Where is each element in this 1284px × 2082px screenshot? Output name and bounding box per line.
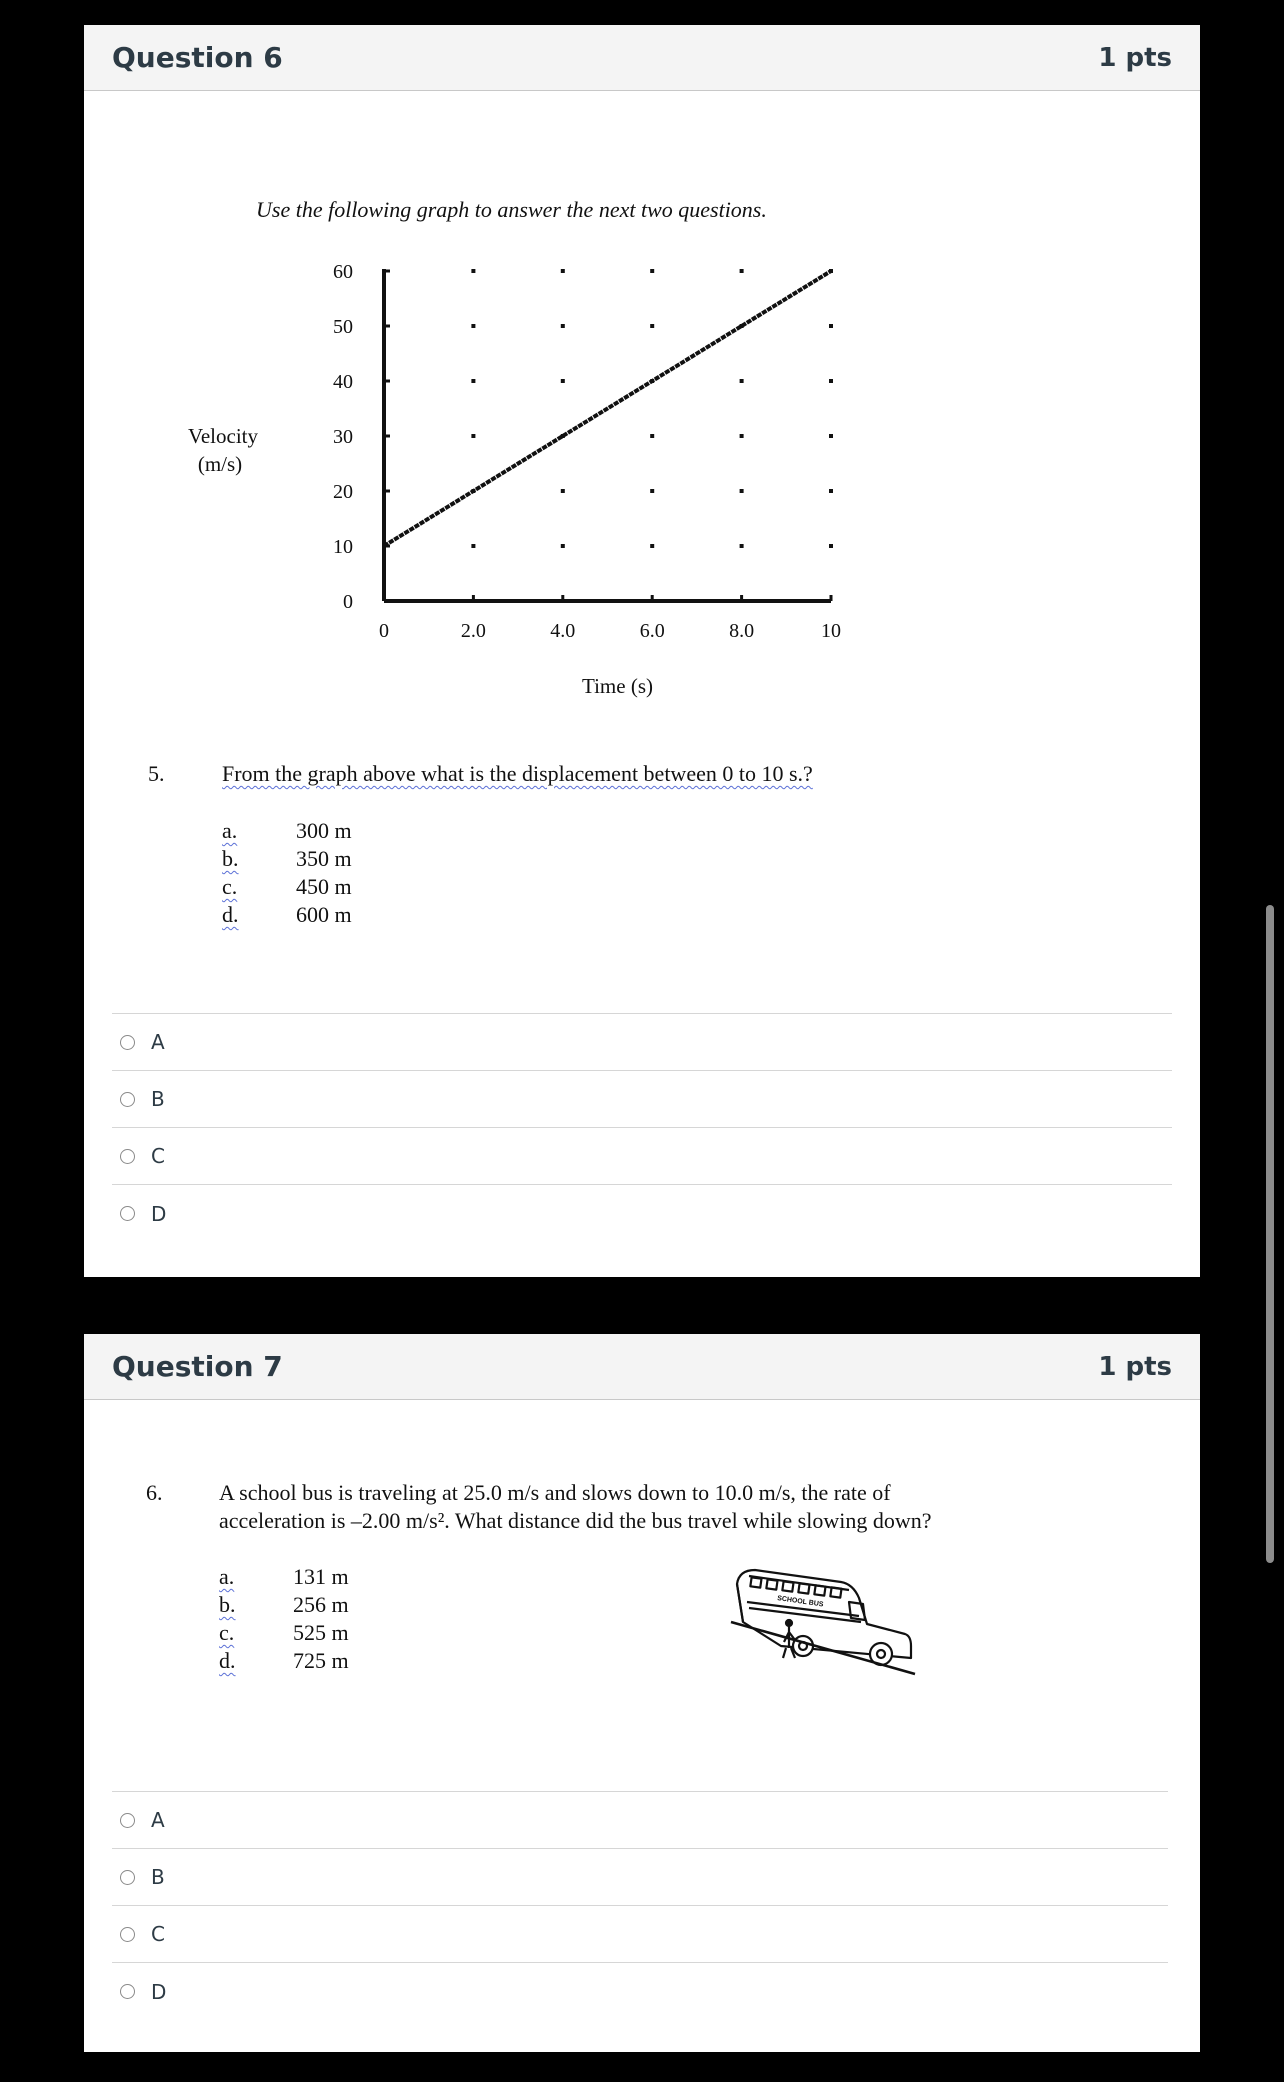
- choice-text: 525 m: [293, 1620, 349, 1645]
- answer-label: A: [151, 1030, 165, 1054]
- radio-button[interactable]: [120, 1813, 135, 1828]
- grid-dot: [561, 544, 565, 548]
- x-tick-label: 10: [821, 620, 841, 642]
- y-tick-label: 50: [333, 316, 353, 338]
- choice-letter: a.: [222, 818, 238, 843]
- x-tick-label: 4.0: [550, 620, 576, 642]
- answer-label: D: [151, 1979, 167, 2004]
- answer-option-a[interactable]: [112, 1792, 1168, 1849]
- question-prompt-text: From the graph above what is the displacement between 0 to 10 s.?: [222, 761, 813, 786]
- question-title: Question 6: [112, 41, 283, 74]
- choice-c: [222, 874, 352, 900]
- radio-button[interactable]: [120, 1984, 135, 1999]
- radio-button[interactable]: [120, 1035, 135, 1050]
- answer-option-a[interactable]: [112, 1014, 1172, 1071]
- grid-dot: [561, 324, 565, 328]
- grid-dot: [561, 489, 565, 493]
- choice-letter: b.: [219, 1592, 236, 1617]
- grid-dot: [740, 269, 744, 273]
- choice-letter: d.: [219, 1648, 236, 1673]
- grid-dot: [829, 379, 833, 383]
- choice-c: [219, 1620, 349, 1646]
- radio-button[interactable]: [120, 1206, 135, 1221]
- grid-dot: [471, 324, 475, 328]
- grid-dot: [740, 434, 744, 438]
- radio-button[interactable]: [120, 1927, 135, 1942]
- choice-letter: b.: [222, 846, 239, 871]
- grid-dot: [740, 544, 744, 548]
- y-tick-label: 10: [333, 536, 353, 558]
- y-tick-label: 30: [333, 426, 353, 448]
- question-6-card: [84, 25, 1200, 1277]
- radio-button[interactable]: [120, 1149, 135, 1164]
- answer-label: B: [151, 1865, 165, 1889]
- grid-dot: [829, 489, 833, 493]
- answer-option-c[interactable]: [112, 1128, 1172, 1185]
- answer-list: [112, 1791, 1168, 2020]
- question-points: 1 pts: [1098, 1351, 1172, 1382]
- school-bus-illustration: [729, 1562, 919, 1692]
- question-number: 5.: [148, 761, 165, 786]
- page-scrollbar[interactable]: [1266, 905, 1274, 1563]
- choice-text: 450 m: [296, 874, 352, 899]
- question-7-header: [84, 1334, 1200, 1400]
- grid-dot: [650, 269, 654, 273]
- question-number: 6.: [146, 1480, 163, 1505]
- choice-d: [222, 902, 352, 928]
- grid-dot: [740, 489, 744, 493]
- grid-dot: [829, 434, 833, 438]
- choice-b: [219, 1592, 349, 1618]
- velocity-time-chart: [84, 25, 1200, 765]
- question-prompt: [222, 761, 813, 787]
- answer-option-d[interactable]: [112, 1963, 1168, 2020]
- grid-dot: [561, 269, 565, 273]
- choice-letter: c.: [222, 874, 238, 899]
- answer-label: C: [151, 1144, 165, 1168]
- choice-text: 300 m: [296, 818, 352, 843]
- grid-dot: [829, 544, 833, 548]
- question-prompt-line-1: A school bus is traveling at 25.0 m/s and slows down to 10.0 m/s, the rate of: [219, 1480, 891, 1505]
- choice-letter: a.: [219, 1564, 235, 1589]
- choice-text: 350 m: [296, 846, 352, 871]
- choice-letter: c.: [219, 1620, 235, 1645]
- answer-option-b[interactable]: [112, 1849, 1168, 1906]
- grid-dot: [561, 379, 565, 383]
- choice-b: [222, 846, 352, 872]
- grid-dot: [471, 434, 475, 438]
- choice-a: [222, 818, 352, 844]
- y-axis-label-line-2: (m/s): [197, 452, 243, 476]
- x-tick-label: 6.0: [639, 620, 665, 642]
- x-tick-label: 8.0: [729, 620, 755, 642]
- grid-dot: [650, 489, 654, 493]
- y-tick-label: 0: [343, 591, 353, 613]
- grid-dot: [650, 434, 654, 438]
- answer-option-c[interactable]: [112, 1906, 1168, 1963]
- choice-text: 600 m: [296, 902, 352, 927]
- choice-a: [219, 1564, 349, 1590]
- question-title: Question 7: [112, 1350, 283, 1383]
- answer-label: B: [151, 1087, 165, 1111]
- x-tick-label: 2.0: [460, 620, 486, 642]
- answer-option-b[interactable]: [112, 1071, 1172, 1128]
- y-tick-label: 40: [333, 371, 353, 393]
- question-prompt-line-2: acceleration is –2.00 m/s². What distance did the bus travel while slowing down?: [219, 1508, 932, 1533]
- answer-option-d[interactable]: [112, 1185, 1172, 1242]
- x-tick-label: 0: [379, 620, 389, 642]
- choice-letter: d.: [222, 902, 239, 927]
- choice-text: 725 m: [293, 1648, 349, 1673]
- grid-dot: [471, 379, 475, 383]
- grid-dot: [650, 324, 654, 328]
- choice-text: 131 m: [293, 1564, 349, 1589]
- choice-d: [219, 1648, 349, 1674]
- question-7-card: [84, 1334, 1200, 2052]
- choice-text: 256 m: [293, 1592, 349, 1617]
- y-tick-label: 20: [333, 481, 353, 503]
- radio-button[interactable]: [120, 1870, 135, 1885]
- radio-button[interactable]: [120, 1092, 135, 1107]
- grid-dot: [650, 544, 654, 548]
- grid-dot: [471, 544, 475, 548]
- answer-label: D: [151, 1201, 167, 1226]
- bus-sign-text: SCHOOL BUS: [776, 1595, 824, 1609]
- y-axis-label-line-1: Velocity: [188, 424, 258, 448]
- grid-dot: [740, 379, 744, 383]
- series-line-velocity: [384, 271, 831, 546]
- grid-dot: [471, 269, 475, 273]
- y-tick-label: 60: [333, 261, 353, 283]
- answer-label: C: [151, 1922, 165, 1946]
- x-axis-label: Time (s): [582, 674, 653, 698]
- grid-dot: [829, 324, 833, 328]
- answer-label: A: [151, 1808, 165, 1832]
- graph-instruction: Use the following graph to answer the next two questions.: [256, 197, 767, 222]
- answer-list: [112, 1013, 1172, 1242]
- question-points: 1 pts: [1098, 42, 1172, 73]
